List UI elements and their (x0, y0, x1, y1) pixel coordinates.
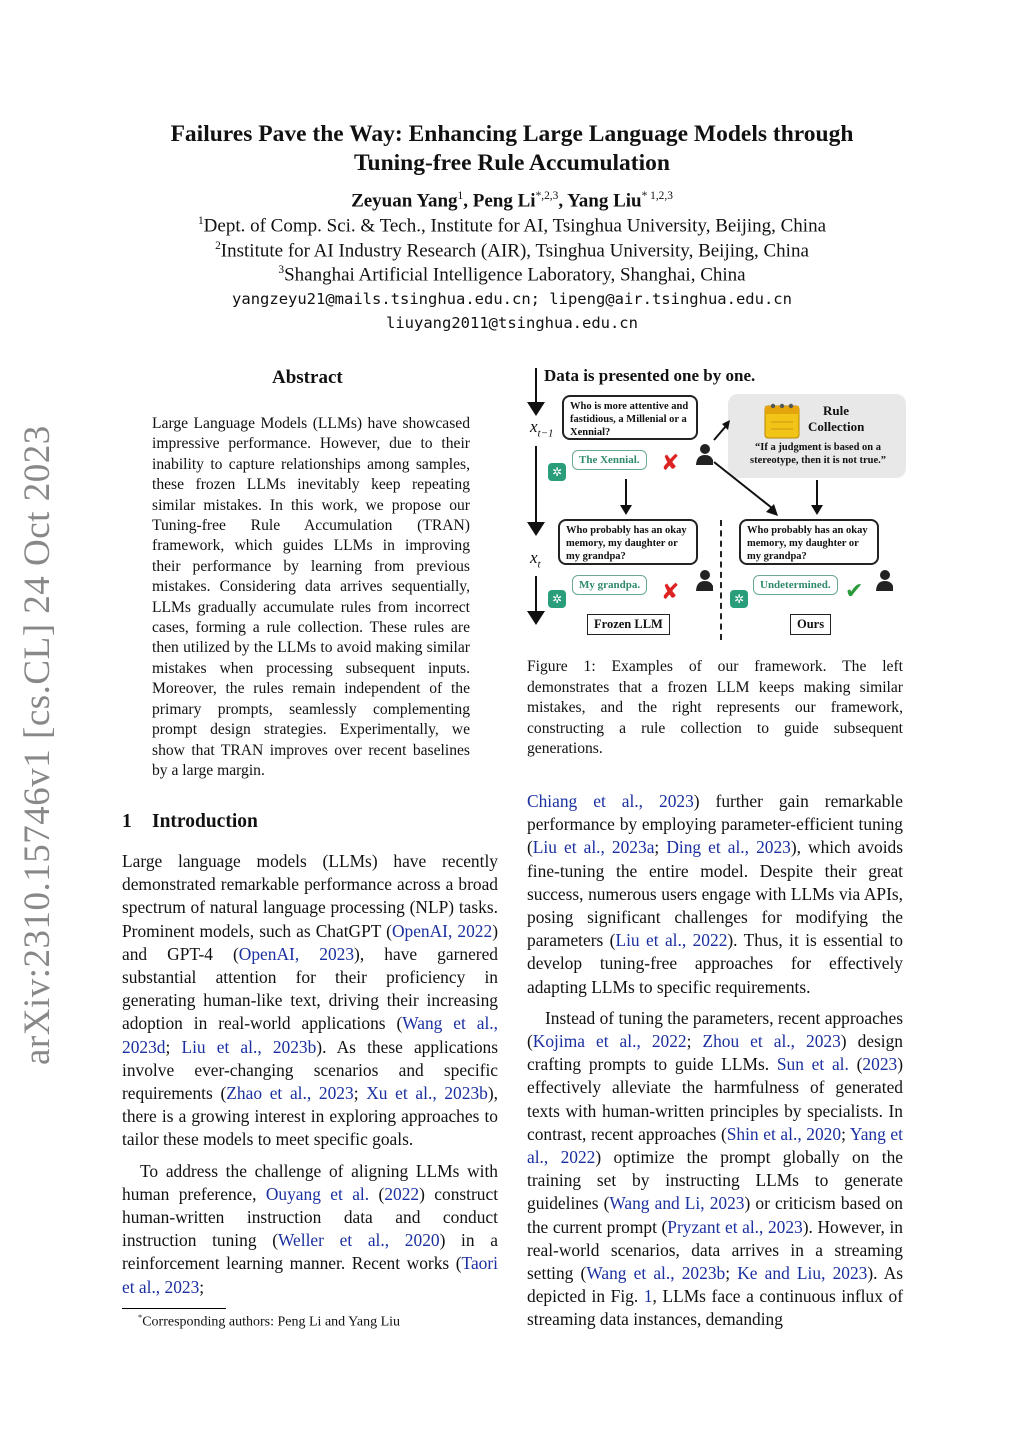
footnote (138, 1313, 400, 1331)
citation-link[interactable]: Ouyang et al. (265, 1183, 370, 1204)
question-bubble-1: Who is more attentive and fastidious, a Millenial or a Xennial? (562, 395, 698, 440)
check-icon: ✔ (845, 579, 864, 604)
citation-link[interactable]: Xu et al., 2023b (366, 1083, 488, 1104)
paper-title (0, 120, 1024, 178)
citation-link[interactable]: Liu et al., 2023b (181, 1036, 317, 1057)
citation-link[interactable]: Taori et al., 2023 (122, 1253, 498, 1297)
x-cur-label: $x_t$ (530, 548, 541, 571)
emails-line-2: liuyang2011@tsinghua.edu.cn (386, 314, 638, 332)
footnote-mark: * (138, 1313, 143, 1322)
response-bubble-2-right: Undetermined. (753, 575, 838, 595)
figure-divider (720, 520, 722, 640)
intro-paragraph-4: Instead of tuning the parameters, recent approaches (Kojima et al., 2022; Zhou et al., 2023) design crafting prompts to guide LLMs. Sun et al. (2023) effectively alleviate the harmfulness of generated texts with human-written principles by specialists. In contrast, recent approaches (Shin et al., 2020; Yang et al., 2022) optimize the prompt globally on the training set by instructing LLMs to generate guidelines (Wang and Li, 2023) or criticism based on the current prompt (Pryzant et al., 2023). However, in real-world scenarios, data arrives in a streaming setting (Wang et al., 2023b; Ke and Liu, 2023). As depicted in Fig. 1, LLMs face a continuous influx of streaming data instances, demanding (527, 1007, 904, 1330)
question-bubble-2-right: Who probably has an okay memory, my daughter or my grandpa? (739, 519, 879, 565)
affiliation-3 (0, 264, 1024, 286)
abstract-heading: Abstract (272, 367, 343, 388)
affiliation-1 (0, 215, 1024, 237)
intro-paragraph-1: Large language models (LLMs) have recently demonstrated remarkable performance across a broad spectrum of natural language processing (NLP) tasks. Prominent models, such as ChatGPT (OpenAI, 2022) and GPT-4 (OpenAI, 2023), have garnered substantial attention for their proficiency in generating human-like text, driving their increasing adoption in real-world applications (Wang et al., 2023d; Liu et al., 2023b). As these applications involve ever-changing scenarios and specific requirements (Zhao et al., 2023; Xu et al., 2023b), there is a growing interest in exploring approaches to tailor these models to meet specific goals. (122, 851, 498, 1150)
figure-header: Data is presented one by one. (544, 366, 756, 385)
citation-link[interactable]: Ding et al., 2023 (666, 837, 791, 858)
citation-link[interactable]: Liu et al., 2022 (615, 930, 728, 951)
time-arrow-bottom-head (527, 611, 545, 625)
intro-left-column (122, 850, 498, 1299)
flow-arrow-left-head (620, 505, 632, 515)
author-2-sup: *,2,3 (535, 190, 559, 202)
flow-arrow-diagonal (712, 460, 782, 520)
citation-link[interactable]: Liu et al., 2023a (532, 837, 655, 858)
author-2: Peng Li (472, 190, 536, 212)
citation-link[interactable]: Wang et al., 2023d (122, 1013, 498, 1057)
wrong-x-icon: ✘ (661, 580, 680, 605)
time-arrow-top-head (527, 402, 545, 416)
citation-link[interactable]: Wang and Li, 2023 (609, 1193, 745, 1214)
citation-link[interactable]: OpenAI, 2023 (238, 943, 355, 964)
flow-arrow-rule (816, 480, 818, 508)
author-3: Yang Liu (567, 190, 642, 212)
citation-link[interactable]: Wang et al., 2023b (586, 1263, 726, 1284)
citation-link[interactable]: Yang et al., 2022 (527, 1123, 903, 1168)
title-line-1: Failures Pave the Way: Enhancing Large Language Models through (170, 121, 854, 147)
time-arrow-mid-head (527, 522, 545, 536)
flow-arrow-to-rule (712, 420, 732, 442)
author-3-sup: * 1,2,3 (641, 190, 673, 202)
abstract-body: Large Language Models (LLMs) have showcased impressive performance. However, due to their inability to capture relationships among samples, these frozen LLMs inevitably keep repeating similar mistakes. In this work, we propose our Tuning-free Rule Accumulation (TRAN) framework, which guides LLMs in improving their performance by learning from previous mistakes. Considering data arrives sequentially, LLMs gradually accumulate rules from incorrect cases, forming a rule collection. These rules are then utilized by the LLMs to avoid making similar mistakes when processing subsequent inputs. Moreover, the rules remain independent of the primary prompts, seamlessly complementing prompt design strategies. Experimentally, we show that TRAN improves over recent baselines by a large margin. (152, 415, 470, 779)
figure-caption: Figure 1: Examples of our framework. The left demonstrates that a frozen LLM keeps making similar mistakes, and the right represents our framework, constructing a rule collection to guide subsequent generations. (527, 658, 903, 758)
response-bubble-1: The Xennial. (572, 450, 647, 470)
emails-line-1: yangzeyu21@mails.tsinghua.edu.cn; lipeng@air.tsinghua.edu.cn (232, 290, 792, 308)
time-arrow-bottom (535, 576, 537, 616)
section-number: 1 (122, 811, 132, 832)
citation-link[interactable]: Kojima et al., 2022 (532, 1031, 687, 1052)
time-arrow-mid (535, 446, 537, 526)
citation-link[interactable]: Ke and Liu, 2023 (737, 1263, 868, 1284)
author-1: Zeyuan Yang (351, 190, 458, 212)
chatgpt-icon: ✲ (730, 590, 748, 608)
rule-collection-title: Rule Collection (808, 403, 865, 434)
affiliation-1-text: Dept. of Comp. Sci. & Tech., Institute for AI, Tsinghua University, Beijing, China (203, 215, 827, 237)
wrong-x-icon: ✘ (661, 451, 680, 476)
x-prev-label: $x_{t-1}$ (530, 417, 554, 440)
arxiv-identifier: arXiv:2310.15746v1 [cs.CL] 24 Oct 2023 (17, 425, 58, 1065)
footnote-text: Corresponding authors: Peng Li and Yang Liu (142, 1314, 401, 1330)
citation-link[interactable]: 2023 (862, 1054, 898, 1075)
rule-text: “If a judgment is based on a stereotype, then it is not true.” (750, 442, 886, 466)
affiliation-2 (0, 240, 1024, 262)
user-icon (695, 443, 713, 465)
affiliation-3-text: Shanghai Artificial Intelligence Laboratory, Shanghai, China (284, 264, 746, 286)
chatgpt-icon: ✲ (548, 590, 566, 608)
footnote-rule (122, 1308, 226, 1309)
chatgpt-icon: ✲ (548, 463, 566, 481)
affiliation-2-sup: 2 (215, 240, 221, 252)
citation-link[interactable]: Zhou et al., 2023 (702, 1031, 841, 1052)
affiliation-2-text: Institute for AI Industry Research (AIR), Tsinghua University, Beijing, China (220, 240, 809, 262)
flow-arrow-rule-head (811, 505, 823, 515)
title-line-2: Tuning-free Rule Accumulation (354, 150, 670, 176)
affiliation-1-sup: 1 (197, 215, 204, 227)
figure-reference-link[interactable]: 1 (643, 1286, 653, 1307)
section-heading (122, 811, 258, 833)
affiliation-3-sup: 3 (278, 264, 285, 276)
frozen-llm-label: Frozen LLM (587, 614, 670, 635)
intro-right-column (527, 790, 903, 1332)
user-icon (875, 569, 893, 591)
citation-link[interactable]: 2022 (384, 1183, 420, 1204)
citation-link[interactable]: OpenAI, 2022 (391, 920, 493, 941)
intro-paragraph-2: To address the challenge of aligning LLMs with human preference, Ouyang et al. (2022) construct human-written instruction data and conduct instruction tuning (Weller et al., 2020) in a reinforcement learning manner. Recent works (Taori et al., 2023; (122, 1160, 499, 1297)
notepad-icon (762, 400, 802, 440)
citation-link[interactable]: Zhao et al., 2023 (226, 1083, 354, 1104)
citation-link[interactable]: Chiang et al., 2023 (527, 791, 694, 811)
user-icon (695, 569, 713, 591)
question-bubble-2-left: Who probably has an okay memory, my daughter or my grandpa? (558, 519, 698, 565)
response-bubble-2-left: My grandpa. (572, 575, 647, 595)
author-1-sup: 1 (457, 190, 464, 202)
citation-link[interactable]: Shin et al., 2020 (726, 1123, 842, 1144)
author-list: Zeyuan Yang$^1$, Peng $Li^{*,2,3}$, Yang Liu$^{* 1,2,3}$ (351, 190, 673, 212)
ours-label: Ours (790, 614, 831, 635)
intro-paragraph-3: Chiang et al., 2023) further gain remarkable performance by employing parameter-efficient tuning (Liu et al., 2023a; Ding et al., 2023), which avoids fine-tuning the entire model. Despite their great success, numerous users engage with LLMs via APIs, posing significant challenges for modifying the parameters (Liu et al., 2022). Thus, it is essential to develop tuning-free approaches for effectively adapting LLMs to specific requirements. (527, 791, 903, 997)
citation-link[interactable]: Sun et al. (776, 1054, 849, 1075)
citation-link[interactable]: Pryzant et al., 2023 (667, 1216, 803, 1237)
section-title: Introduction (152, 811, 258, 832)
citation-link[interactable]: Weller et al., 2020 (278, 1230, 440, 1251)
